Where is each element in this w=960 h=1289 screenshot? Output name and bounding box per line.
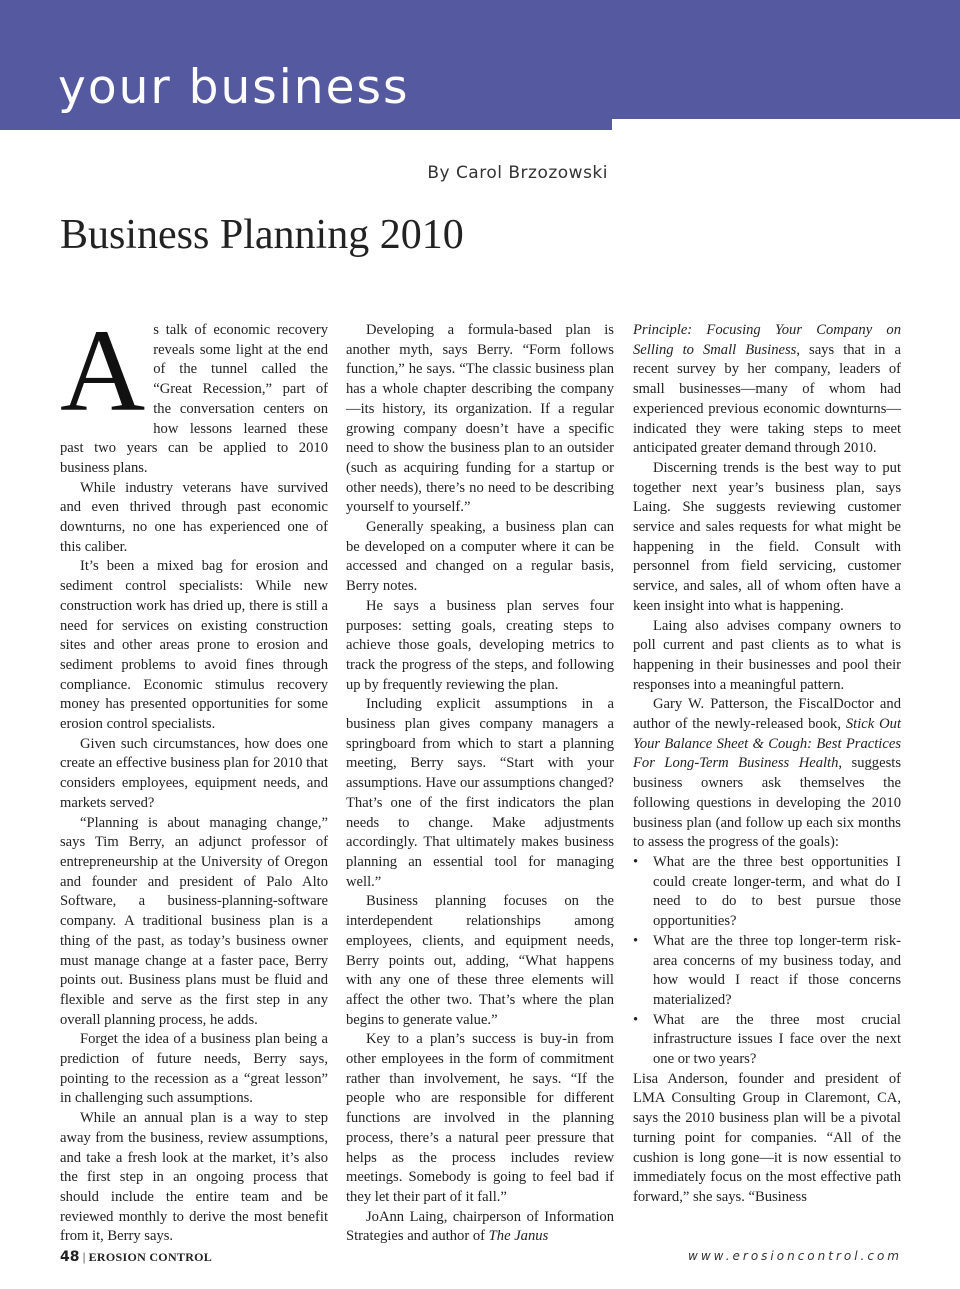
- paragraph-text: , says that in a recent survey by her company, leaders of small businesses—many of whom had experienced previous economic downturns—indicated they were taking steps to meet anticipated greater demand through 2010.: [633, 341, 901, 457]
- paragraph: [346, 1208, 614, 1247]
- paragraph: [633, 321, 901, 459]
- article-column-3: [633, 321, 901, 1208]
- paragraph: While industry veterans have survived and even thrived through past economic downturns, no one has experienced one of this caliber.: [60, 479, 328, 555]
- bullet-icon: •: [633, 1011, 639, 1028]
- list-item-text: What are the three best opportunities I could create longer-term, and what do I need to do to best pursue those opportunities?: [653, 853, 901, 930]
- page-number: 48: [60, 1249, 80, 1265]
- question-list: [633, 853, 901, 1070]
- byline: By Carol Brzozowski: [427, 163, 608, 183]
- paragraph: Lisa Anderson, founder and president of LMA Consulting Group in Claremont, CA, says the 2010 business plan will be a pivotal turning point for companies. “All of the cushion is long gone—it is now essential to immediately focus on the most effective path forward,” she says. “Business: [633, 1070, 901, 1205]
- website-url: www.erosioncontrol.com: [688, 1249, 902, 1263]
- bullet-icon: •: [633, 853, 639, 870]
- paragraph: [60, 305, 328, 479]
- book-title: Stick Out Your Balance Sheet & Cough: Best Practices For Long-Term Business Health: [633, 716, 901, 772]
- footer-separator: |: [79, 1249, 89, 1264]
- page-footer: [60, 1249, 212, 1265]
- paragraph-text: Gary W. Patterson, the FiscalDoctor and author of the newly-released book,: [633, 696, 901, 733]
- banner-rule: [0, 119, 612, 130]
- paragraph: Generally speaking, a business plan can be developed on a computer where it can be accessed and changed on a regular basis, Berry notes.: [346, 519, 614, 595]
- paragraph-text: , suggests business owners ask themselves the following questions in developing the 2010 business plan (and follow up each six months to assess the progress of the goals):: [633, 755, 901, 851]
- book-title: The Janus: [488, 1228, 549, 1245]
- headline: Business Planning 2010: [60, 212, 464, 258]
- article-column-2: [346, 321, 614, 1247]
- paragraph-text: JoAnn Laing, chairperson of Information Strategies and author of: [346, 1208, 614, 1245]
- list-item-text: What are the three top longer-term risk-area concerns of my business today, and how would I react if those concerns materialized?: [653, 932, 901, 1008]
- paragraph: Key to a plan’s success is buy-in from other employees in the form of commitment rather than involvement, he says. “If the people who are responsible for different functions are involved in the planning process, there’s a natural peer pressure that helps as the process includes review meetings. Somebody is going to feel bad if they let their part of it fall.”: [346, 1031, 614, 1205]
- article-column-1: [60, 305, 328, 1247]
- paragraph: Including explicit assumptions in a business plan gives company managers a springboard from which to start a planning meeting, Berry says. “Start with your assumptions. Have our assumptions changed? That’s one of the first indicators the plan needs to change. Make adjustments accordingly. That ultimately makes business planning an essential tool for managing well.”: [346, 696, 614, 890]
- paragraph: “Planning is about managing change,” says Tim Berry, an adjunct professor of entrepreneurship at the University of Oregon and founder and president of Palo Alto Software, a business-planning-software company. A traditional business plan is a thing of the past, as today’s business owner must manage change at a faster pace, Berry points out. Business plans must be fluid and flexible and serve as the first step in any overall planning process, he adds.: [60, 814, 328, 1028]
- banner-notch: [612, 119, 960, 123]
- book-title: Principle: Focusing Your Company on Selling to Small Business: [633, 322, 901, 358]
- paragraph: Discerning trends is the best way to put together next year’s business plan, says Laing. She suggests reviewing customer service and sales requests for what might be happening in the field. Consult with personnel from field servicing, customer service, and sales, all of whom often have a keen insight into what is happening.: [633, 459, 901, 614]
- paragraph: Laing also advises company owners to poll current and past clients as to what is happening in their businesses and pool their responses into a meaningful pattern.: [633, 617, 901, 693]
- section-title: your business: [58, 60, 410, 115]
- bullet-icon: •: [633, 932, 639, 949]
- paragraph-text: s talk of economic recovery reveals some light at the end of the tunnel called the “Great Recession,” part of the conversation centers on how lessons learned these past two years can be applied to 2010 business plans.: [60, 322, 328, 476]
- paragraph: Forget the idea of a business plan being a prediction of future needs, Berry says, pointing to the recession as a “great lesson” in challenging such assumptions.: [60, 1031, 328, 1107]
- list-item-text: What are the three most crucial infrastructure issues I face over the next one or two years?: [653, 1011, 901, 1068]
- list-item: [633, 853, 901, 932]
- list-item: [633, 1011, 901, 1070]
- paragraph: Business planning focuses on the interdependent relationships among employees, clients, and equipment needs, Berry points out, adding, “What happens with any one of these three elements will affect the other two. That’s where the plan begins to generate value.”: [346, 893, 614, 1028]
- paragraph: He says a business plan serves four purposes: setting goals, creating steps to achieve those goals, developing metrics to track the progress of the steps, and following up by frequently reviewing the plan.: [346, 597, 614, 693]
- list-item: [633, 932, 901, 1011]
- paragraph: Developing a formula-based plan is another myth, says Berry. “Form follows function,” he says. “The classic business plan has a whole chapter describing the company—its history, its organization. If a regular growing company doesn’t have a specific need to show the business plan to an outsider (such as acquiring funding for a startup or other needs), there’s no need to be describing yourself to yourself.”: [346, 322, 614, 516]
- paragraph: Given such circumstances, how does one create an effective business plan for 2010 that considers employees, equipment needs, and markets served?: [60, 735, 328, 811]
- paragraph: [633, 695, 901, 853]
- paragraph: While an annual plan is a way to step away from the business, review assumptions, and take a fresh look at the market, it’s also the first step in an ongoing process that should include the entire team and be reviewed monthly to derive the most benefit from it, Berry says.: [60, 1110, 328, 1245]
- paragraph: It’s been a mixed bag for erosion and sediment control specialists: While new construction work has dried up, there is still a need for services on existing construction sites and other areas prone to erosion and sediment problems to avoid fines through compliance. Economic stimulus recovery money has presented opportunities for some erosion control specialists.: [60, 558, 328, 733]
- publication-name: EROSION CONTROL: [88, 1250, 213, 1264]
- drop-cap: A: [60, 305, 146, 436]
